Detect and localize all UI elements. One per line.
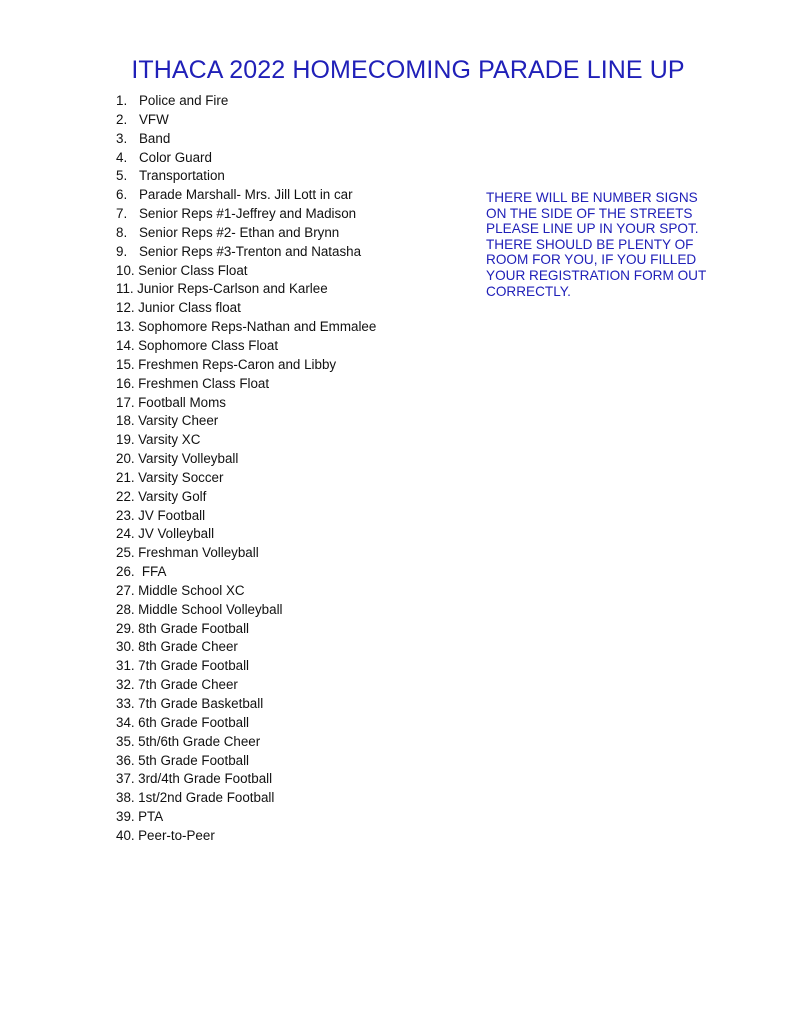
lineup-item-number: 26. [116,564,135,580]
lineup-item-label: Junior Reps-Carlson and Karlee [137,281,328,297]
page-title: ITHACA 2022 HOMECOMING PARADE LINE UP [131,55,685,84]
lineup-item-number: 33. [116,696,135,711]
lineup-item-label: 3rd/4th Grade Football [138,771,273,787]
lineup-item-number: 31. [116,658,135,674]
lineup-item [116,243,376,262]
lineup-item [116,676,376,695]
lineup-item-number: 6. [116,187,128,203]
lineup-item-number: 1. [116,93,128,108]
lineup-item [116,337,376,356]
lineup-item-number: 25. [116,545,135,561]
lineup-item-label: 1st/2nd Grade Football [138,790,275,806]
lineup-item-number: 11. [116,281,134,297]
lineup-item-label: Junior Class float [138,300,241,316]
lineup-item-label: Senior Class Float [138,262,248,278]
lineup-item-number: 19. [116,432,135,448]
lineup-item-label: 5th Grade Football [138,752,250,768]
lineup-item-number: 29. [116,620,135,636]
lineup-item [116,544,376,563]
lineup-item [116,111,376,130]
lineup-item [116,620,376,639]
lineup-item [116,733,376,752]
lineup-item [116,224,376,243]
lineup-item-label: Peer-to-Peer [138,827,215,843]
lineup-item-label: Middle School XC [138,582,245,598]
lineup-item-number: 28. [116,601,135,617]
lineup-item-label: PTA [138,809,164,825]
lineup-item-label: Varsity Volleyball [138,451,239,467]
lineup-item-number: 30. [116,639,135,655]
lineup-item [116,318,376,337]
lineup-item-number: 17. [116,394,135,410]
line-up-notice: THERE WILL BE NUMBER SIGNS ON THE SIDE OF THE STREETS PLEASE LINE UP IN YOUR SPOT. THERE SHOULD BE PLENTY OF ROOM FOR YOU, IF YOU FILLED YOUR REGISTRATION FORM OUT CORRECTLY. [486,190,707,299]
lineup-item [116,375,376,394]
lineup-item-number: 21. [116,469,135,485]
lineup-item-number: 4. [116,149,128,165]
lineup-item-label: Transportation [139,168,225,184]
lineup-item-label: Police and Fire [139,93,229,108]
lineup-item-number: 27. [116,582,135,598]
lineup-item-number: 5. [116,168,128,184]
lineup-item [116,714,376,733]
lineup-item-label: Varsity XC [138,432,201,448]
lineup-item-label: 5th/6th Grade Cheer [138,733,261,749]
lineup-item-number: 2. [116,111,128,127]
lineup-item [116,167,376,186]
lineup-item-label: Middle School Volleyball [138,601,283,617]
lineup-item-number: 24. [116,526,135,542]
lineup-item-number: 18. [116,413,135,429]
lineup-item [116,394,376,413]
lineup-item [116,770,376,789]
lineup-item-label: VFW [139,111,169,127]
lineup-item-number: 16. [116,375,135,391]
lineup-item [116,488,376,507]
lineup-item-label: Freshmen Reps-Caron and Libby [138,356,337,372]
lineup-item-number: 12. [116,300,135,316]
lineup-item [116,525,376,544]
lineup-item [116,262,376,281]
lineup-item-number: 40. [116,827,135,843]
lineup-item [116,827,376,846]
lineup-item [116,657,376,676]
lineup-item-label: 7th Grade Basketball [138,696,264,711]
lineup-item-label: Varsity Golf [138,488,207,504]
lineup-item-label: Senior Reps #1-Jeffrey and Madison [139,206,357,222]
lineup-item-number: 7. [116,206,128,222]
lineup-item-label: Senior Reps #3-Trenton and Natasha [139,243,362,259]
lineup-item-label: Sophomore Class Float [138,337,279,353]
lineup-item-label: FFA [138,564,167,580]
lineup-item-label: Senior Reps #2- Ethan and Brynn [139,224,340,240]
lineup-item [116,789,376,808]
lineup-item [116,469,376,488]
lineup-item-number: 8. [116,224,128,240]
lineup-item-label: 7th Grade Cheer [138,677,238,693]
lineup-item-number: 35. [116,733,135,749]
lineup-item-number: 15. [116,356,135,372]
lineup-item-label: Varsity Cheer [138,413,219,429]
lineup-item [116,601,376,620]
lineup-item-number: 22. [116,488,135,504]
lineup-item [116,808,376,827]
lineup-item-number: 39. [116,809,135,825]
lineup-item-label: 7th Grade Football [138,658,250,674]
lineup-item-number: 14. [116,337,135,353]
lineup-item [116,280,376,299]
lineup-item-number: 13. [116,319,135,335]
lineup-item [116,92,376,111]
lineup-item-number: 20. [116,451,135,467]
lineup-item [116,450,376,469]
lineup-item-number: 10. [116,262,135,278]
lineup-list [116,92,376,846]
lineup-item-label: Band [139,130,171,146]
lineup-item [116,431,376,450]
lineup-item [116,507,376,526]
lineup-item-label: Varsity Soccer [138,469,224,485]
lineup-item-number: 34. [116,714,135,730]
lineup-item-number: 38. [116,790,135,806]
lineup-item-number: 36. [116,752,135,768]
lineup-item-number: 37. [116,771,135,787]
lineup-item-label: 8th Grade Cheer [138,639,238,655]
lineup-item-label: 6th Grade Football [138,714,250,730]
lineup-item [116,299,376,318]
lineup-item-label: Freshman Volleyball [138,545,259,561]
lineup-item-number: 23. [116,507,135,523]
lineup-item-label: Freshmen Class Float [138,375,270,391]
lineup-item [116,186,376,205]
lineup-item-label: Color Guard [139,149,212,165]
lineup-item [116,130,376,149]
lineup-item-label: Sophomore Reps-Nathan and Emmalee [138,319,377,335]
lineup-item-number: 32. [116,677,135,693]
lineup-item [116,638,376,657]
lineup-item-label: Parade Marshall- Mrs. Jill Lott in car [139,187,353,203]
lineup-item-label: JV Volleyball [138,526,215,542]
lineup-item-label: JV Football [138,507,206,523]
lineup-item [116,205,376,224]
lineup-item [116,412,376,431]
lineup-item-number: 9. [116,243,128,259]
lineup-item [116,695,376,714]
lineup-item-label: 8th Grade Football [138,620,250,636]
lineup-item [116,149,376,168]
lineup-item [116,582,376,601]
lineup-item [116,752,376,771]
lineup-item-label: Football Moms [138,394,226,410]
lineup-item-number: 3. [116,130,128,146]
lineup-item [116,356,376,375]
lineup-item [116,563,376,582]
